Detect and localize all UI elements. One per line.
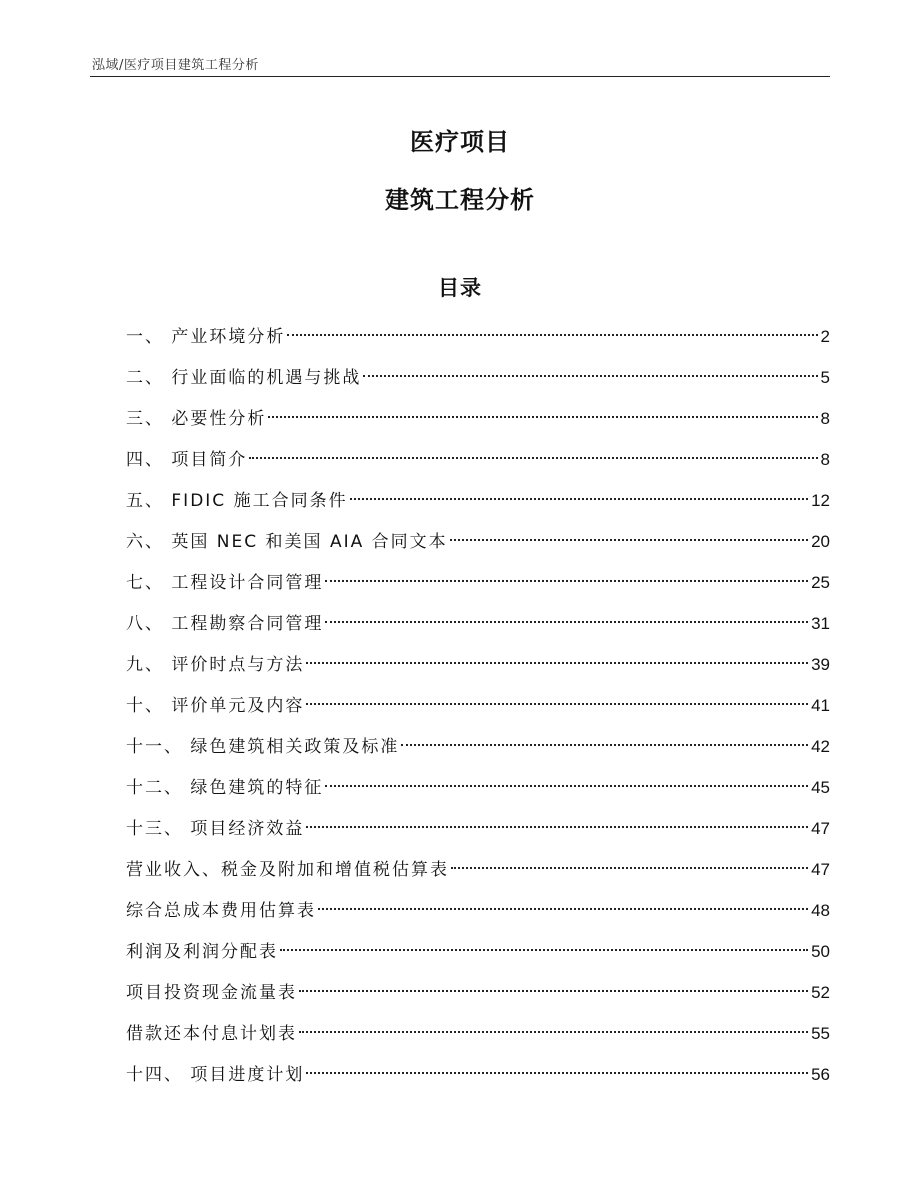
toc-entry-page: 45 xyxy=(811,778,830,797)
toc-leader-dots xyxy=(451,867,808,869)
toc-entry-label: 十四、 项目进度计划 xyxy=(126,1065,305,1085)
toc-entry-page: 20 xyxy=(811,532,830,551)
toc-entry-label: 八、 工程勘察合同管理 xyxy=(126,614,324,634)
toc-entry[interactable] xyxy=(126,650,830,691)
toc-entry-page: 8 xyxy=(820,409,830,428)
toc-entry[interactable] xyxy=(126,814,830,855)
toc-leader-dots xyxy=(325,785,808,787)
toc-entry-page: 5 xyxy=(820,368,830,387)
toc-entry[interactable] xyxy=(126,896,830,937)
toc-leader-dots xyxy=(306,703,808,705)
toc-leader-dots xyxy=(325,621,808,623)
toc-entry[interactable] xyxy=(126,732,830,773)
document-title-line-1: 医疗项目 xyxy=(410,128,510,156)
toc-entry-label: 六、 英国 NEC 和美国 AIA 合同文本 xyxy=(126,532,448,552)
toc-entry-label: 九、 评价时点与方法 xyxy=(126,655,305,675)
toc-leader-dots xyxy=(350,498,809,500)
toc-entry-label: 营业收入、税金及附加和增值税估算表 xyxy=(126,860,449,880)
toc-entry-page: 52 xyxy=(811,983,830,1002)
toc-leader-dots xyxy=(450,539,808,541)
toc-leader-dots xyxy=(299,990,808,992)
toc-entry[interactable] xyxy=(126,322,830,363)
toc-entry-page: 50 xyxy=(811,942,830,961)
toc-leader-dots xyxy=(325,580,808,582)
toc-entry[interactable] xyxy=(126,363,830,404)
toc-entry[interactable] xyxy=(126,691,830,732)
toc-entry[interactable] xyxy=(126,527,830,568)
running-header: 泓域/医疗项目建筑工程分析 xyxy=(92,58,259,73)
toc-entry-label: 一、 产业环境分析 xyxy=(126,327,286,347)
toc-entry-label: 利润及利润分配表 xyxy=(126,942,278,962)
toc-entry[interactable] xyxy=(126,404,830,445)
toc-entry-label: 五、 FIDIC 施工合同条件 xyxy=(126,491,348,511)
toc-leader-dots xyxy=(268,416,817,418)
toc-entry[interactable] xyxy=(126,486,830,527)
toc-entry[interactable] xyxy=(126,937,830,978)
toc-entry-page: 42 xyxy=(811,737,830,756)
toc-leader-dots xyxy=(299,1031,808,1033)
toc-entry-label: 三、 必要性分析 xyxy=(126,409,267,429)
toc-entry-label: 十、 评价单元及内容 xyxy=(126,696,305,716)
toc-entry-page: 56 xyxy=(811,1065,830,1084)
toc-entry[interactable] xyxy=(126,445,830,486)
table-of-contents xyxy=(126,322,830,1101)
toc-leader-dots xyxy=(287,334,817,336)
toc-entry[interactable] xyxy=(126,568,830,609)
toc-entry-page: 48 xyxy=(811,901,830,920)
toc-entry-label: 综合总成本费用估算表 xyxy=(126,901,316,921)
header-divider xyxy=(90,76,830,77)
toc-entry-label: 十二、 绿色建筑的特征 xyxy=(126,778,324,798)
toc-entry-label: 借款还本付息计划表 xyxy=(126,1024,297,1044)
toc-heading: 目录 xyxy=(438,276,482,300)
toc-leader-dots xyxy=(363,375,817,377)
toc-entry-page: 12 xyxy=(811,491,830,510)
toc-entry-page: 8 xyxy=(820,450,830,469)
toc-entry-page: 47 xyxy=(811,819,830,838)
toc-leader-dots xyxy=(306,662,808,664)
toc-leader-dots xyxy=(249,457,817,459)
toc-entry-page: 2 xyxy=(820,327,830,346)
toc-leader-dots xyxy=(306,1072,808,1074)
toc-entry[interactable] xyxy=(126,978,830,1019)
toc-entry-page: 41 xyxy=(811,696,830,715)
toc-entry-page: 25 xyxy=(811,573,830,592)
toc-entry-label: 七、 工程设计合同管理 xyxy=(126,573,324,593)
toc-entry-label: 二、 行业面临的机遇与挑战 xyxy=(126,368,362,388)
toc-entry-label: 十三、 项目经济效益 xyxy=(126,819,305,839)
toc-entry[interactable] xyxy=(126,773,830,814)
toc-entry[interactable] xyxy=(126,609,830,650)
toc-entry-label: 十一、 绿色建筑相关政策及标准 xyxy=(126,737,400,757)
toc-entry-page: 55 xyxy=(811,1024,830,1043)
toc-entry[interactable] xyxy=(126,1060,830,1101)
toc-entry[interactable] xyxy=(126,855,830,896)
toc-entry-page: 39 xyxy=(811,655,830,674)
toc-leader-dots xyxy=(318,908,808,910)
toc-entry[interactable] xyxy=(126,1019,830,1060)
toc-entry-label: 项目投资现金流量表 xyxy=(126,983,297,1003)
toc-entry-label: 四、 项目简介 xyxy=(126,450,248,470)
toc-entry-page: 47 xyxy=(811,860,830,879)
toc-entry-page: 31 xyxy=(811,614,830,633)
toc-leader-dots xyxy=(401,744,808,746)
toc-leader-dots xyxy=(280,949,808,951)
toc-leader-dots xyxy=(306,826,808,828)
document-title-line-2: 建筑工程分析 xyxy=(385,186,535,214)
